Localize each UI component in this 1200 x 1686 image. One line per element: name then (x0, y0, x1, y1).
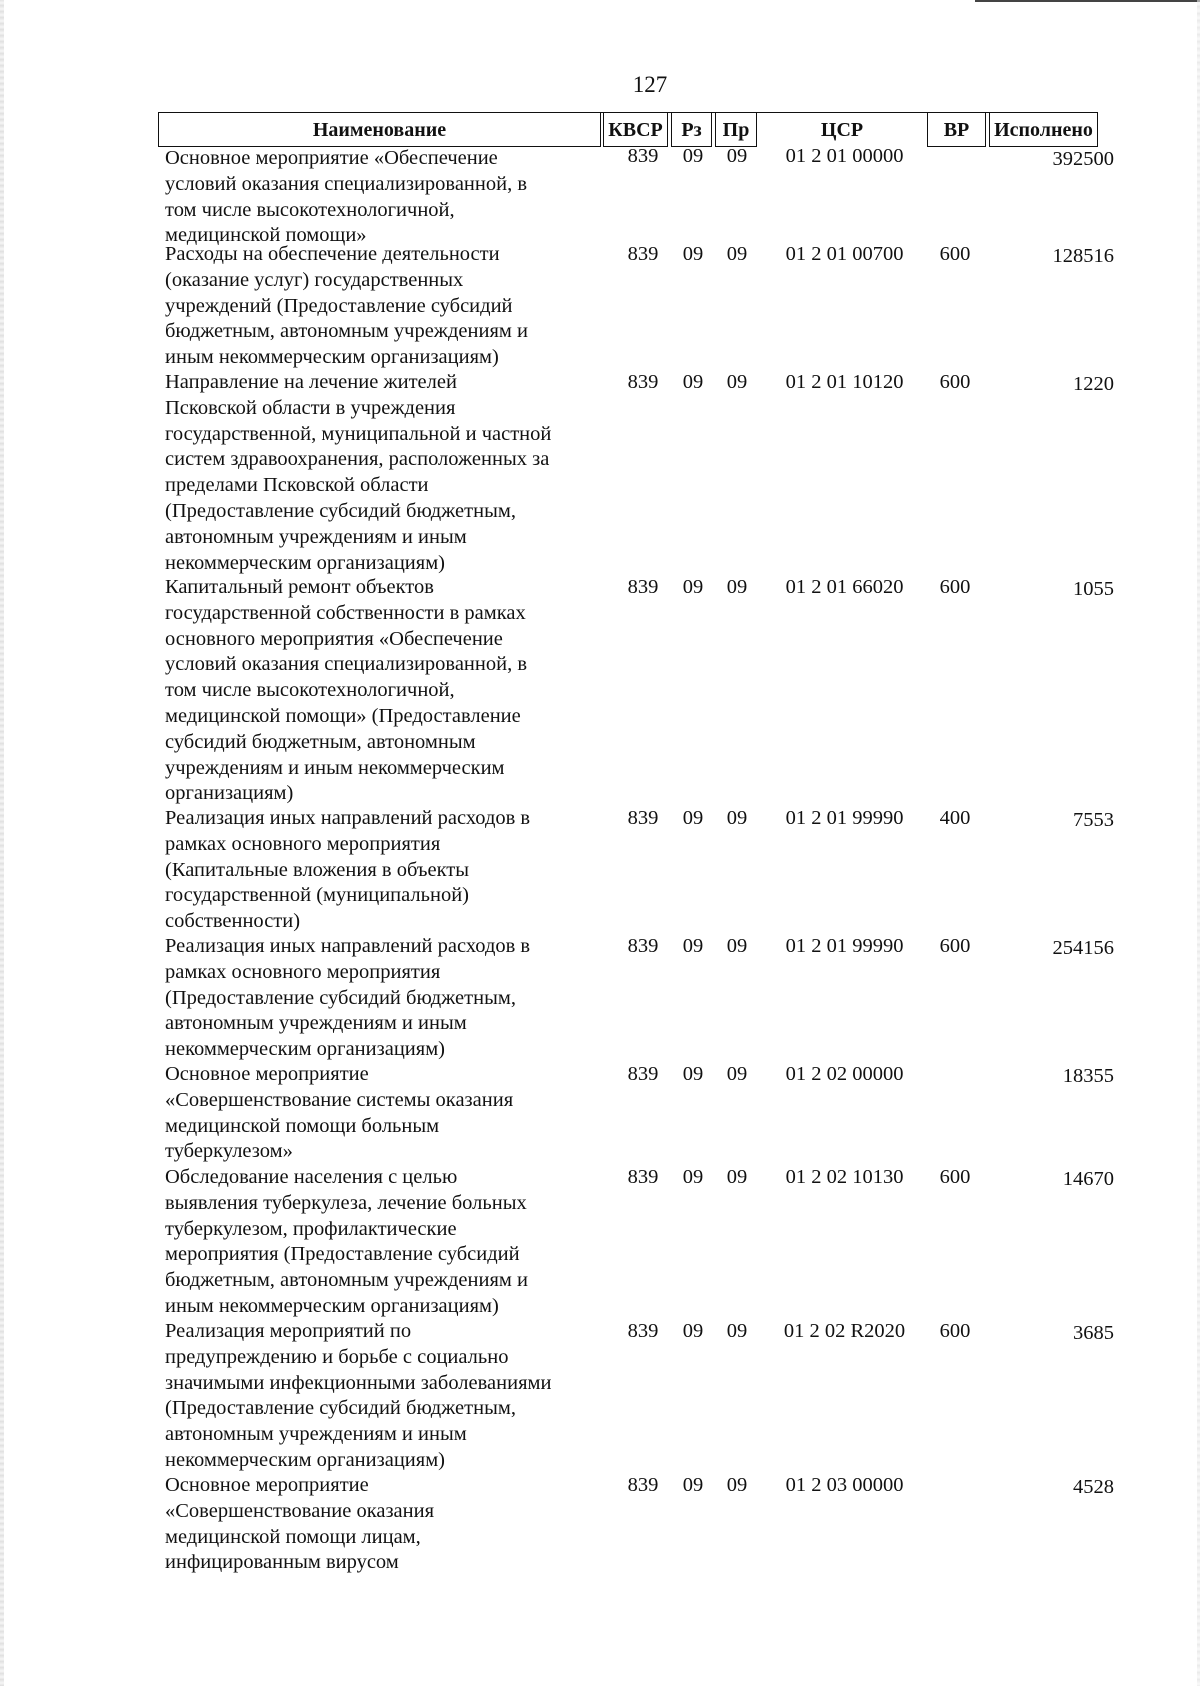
row-name: Реализация иных направлений расходов в рамках основного мероприятия (Капитальные вложения в объекты государственной (муниципальной) собственности) (165, 807, 531, 933)
row-rz: 09 (682, 1474, 704, 1496)
table-row (0, 1319, 1200, 1473)
row-csr: 01 2 01 99990 (785, 935, 904, 957)
row-pr: 09 (726, 1474, 748, 1496)
row-name: Обследование населения с целью выявления туберкулеза, лечение больных туберкулезом, профилактические мероприятия (Предоставление субсидий бюджетным, автономным учреждениям и иным некоммерческим организациям) (165, 1166, 528, 1317)
row-executed: 1220 (1073, 373, 1114, 395)
row-executed: 4528 (1073, 1476, 1114, 1498)
row-executed: 7553 (1073, 809, 1114, 831)
row-kvsr: 839 (627, 935, 659, 957)
page-number: 127 (632, 72, 668, 97)
row-csr: 01 2 02 R2020 (783, 1320, 906, 1342)
row-kvsr: 839 (627, 807, 659, 829)
row-csr: 01 2 02 10130 (785, 1166, 904, 1188)
row-csr: 01 2 01 66020 (785, 576, 904, 598)
row-pr: 09 (726, 1320, 748, 1342)
table-row (0, 242, 1200, 370)
row-kvsr: 839 (627, 1166, 659, 1188)
table-row (0, 1165, 1200, 1319)
row-vr: 600 (939, 371, 971, 393)
header-pr: Пр (715, 113, 757, 147)
table-row (0, 1473, 1200, 1577)
row-vr: 600 (939, 576, 971, 598)
row-rz: 09 (682, 371, 704, 393)
row-pr: 09 (726, 371, 748, 393)
row-csr: 01 2 01 00000 (785, 145, 904, 167)
header-kvsr: КВСР (603, 113, 668, 147)
table-row (0, 1062, 1200, 1165)
row-executed: 18355 (1062, 1065, 1114, 1087)
row-rz: 09 (682, 935, 704, 957)
row-name: Капитальный ремонт объектов государственной собственности в рамках основного мероприятия «Обеспечение условий оказания специализированной, в том числе высокотехнологичной, медицинской помощи» (Предоставление субсидий бюджетным, автономным учреждениям и иным некоммерческим организациям) (165, 576, 528, 805)
row-executed: 254156 (1052, 937, 1114, 959)
header-rz: Рз (671, 113, 712, 147)
table-row (0, 145, 1200, 247)
table-header (158, 112, 1098, 146)
row-csr: 01 2 01 10120 (785, 371, 904, 393)
row-vr: 600 (939, 243, 971, 265)
row-csr: 01 2 01 99990 (785, 807, 904, 829)
row-name: Реализация мероприятий по предупреждению и борьбе с социально значимыми инфекционными заболеваниями (Предоставление субсидий бюджетным, автономным учреждениям и иным некоммерческим организациям) (165, 1320, 552, 1471)
row-csr: 01 2 02 00000 (785, 1063, 904, 1085)
header-csr: ЦСР (820, 119, 864, 141)
row-executed: 128516 (1052, 245, 1114, 267)
table-row (0, 370, 1200, 575)
row-kvsr: 839 (627, 145, 659, 167)
row-kvsr: 839 (627, 371, 659, 393)
row-name: Расходы на обеспечение деятельности (оказание услуг) государственных учреждений (Предоставление субсидий бюджетным, автономным учреждениям и иным некоммерческим организациям) (165, 243, 528, 369)
row-name: Реализация иных направлений расходов в рамках основного мероприятия (Предоставление субсидий бюджетным, автономным учреждениям и иным некоммерческим организациям) (165, 935, 531, 1061)
row-rz: 09 (682, 243, 704, 265)
row-kvsr: 839 (627, 576, 659, 598)
row-vr: 600 (939, 1166, 971, 1188)
row-pr: 09 (726, 243, 748, 265)
row-kvsr: 839 (627, 243, 659, 265)
row-vr: 600 (939, 935, 971, 957)
table-row (0, 806, 1200, 934)
row-executed: 392500 (1052, 148, 1114, 170)
row-executed: 3685 (1073, 1322, 1114, 1344)
row-executed: 14670 (1062, 1168, 1114, 1190)
row-vr: 400 (939, 807, 971, 829)
row-pr: 09 (726, 935, 748, 957)
row-pr: 09 (726, 1166, 748, 1188)
scan-artifact-top-line (975, 0, 1200, 2)
header-executed: Исполнено (989, 113, 1098, 147)
row-csr: 01 2 03 00000 (785, 1474, 904, 1496)
row-rz: 09 (682, 145, 704, 167)
row-vr: 600 (939, 1320, 971, 1342)
table-body (0, 146, 1200, 1577)
row-name: Направление на лечение жителей Псковской области в учреждения государственной, муниципальной и частной систем здравоохранения, расположенных за пределами Псковской области (Предоставление субсидий бюджетным, автономным учреждениям и иным некоммерческим организациям) (165, 371, 552, 574)
header-name: Наименование (158, 113, 601, 147)
row-name: Основное мероприятие «Совершенствование оказания медицинской помощи лицам, инфицированным вирусом (165, 1474, 435, 1574)
row-rz: 09 (682, 807, 704, 829)
row-pr: 09 (726, 1063, 748, 1085)
table-row (0, 934, 1200, 1062)
row-name: Основное мероприятие «Обеспечение условий оказания специализированной, в том числе высокотехнологичной, медицинской помощи» (165, 147, 528, 247)
row-kvsr: 839 (627, 1474, 659, 1496)
row-kvsr: 839 (627, 1320, 659, 1342)
row-pr: 09 (726, 145, 748, 167)
row-name: Основное мероприятие «Совершенствование системы оказания медицинской помощи больным туберкулезом» (165, 1063, 514, 1163)
row-rz: 09 (682, 1063, 704, 1085)
row-pr: 09 (726, 807, 748, 829)
row-pr: 09 (726, 576, 748, 598)
row-executed: 1055 (1073, 578, 1114, 600)
row-kvsr: 839 (627, 1063, 659, 1085)
row-csr: 01 2 01 00700 (785, 243, 904, 265)
row-rz: 09 (682, 576, 704, 598)
row-rz: 09 (682, 1166, 704, 1188)
header-vr: ВР (927, 113, 986, 147)
row-rz: 09 (682, 1320, 704, 1342)
table-row (0, 575, 1200, 806)
